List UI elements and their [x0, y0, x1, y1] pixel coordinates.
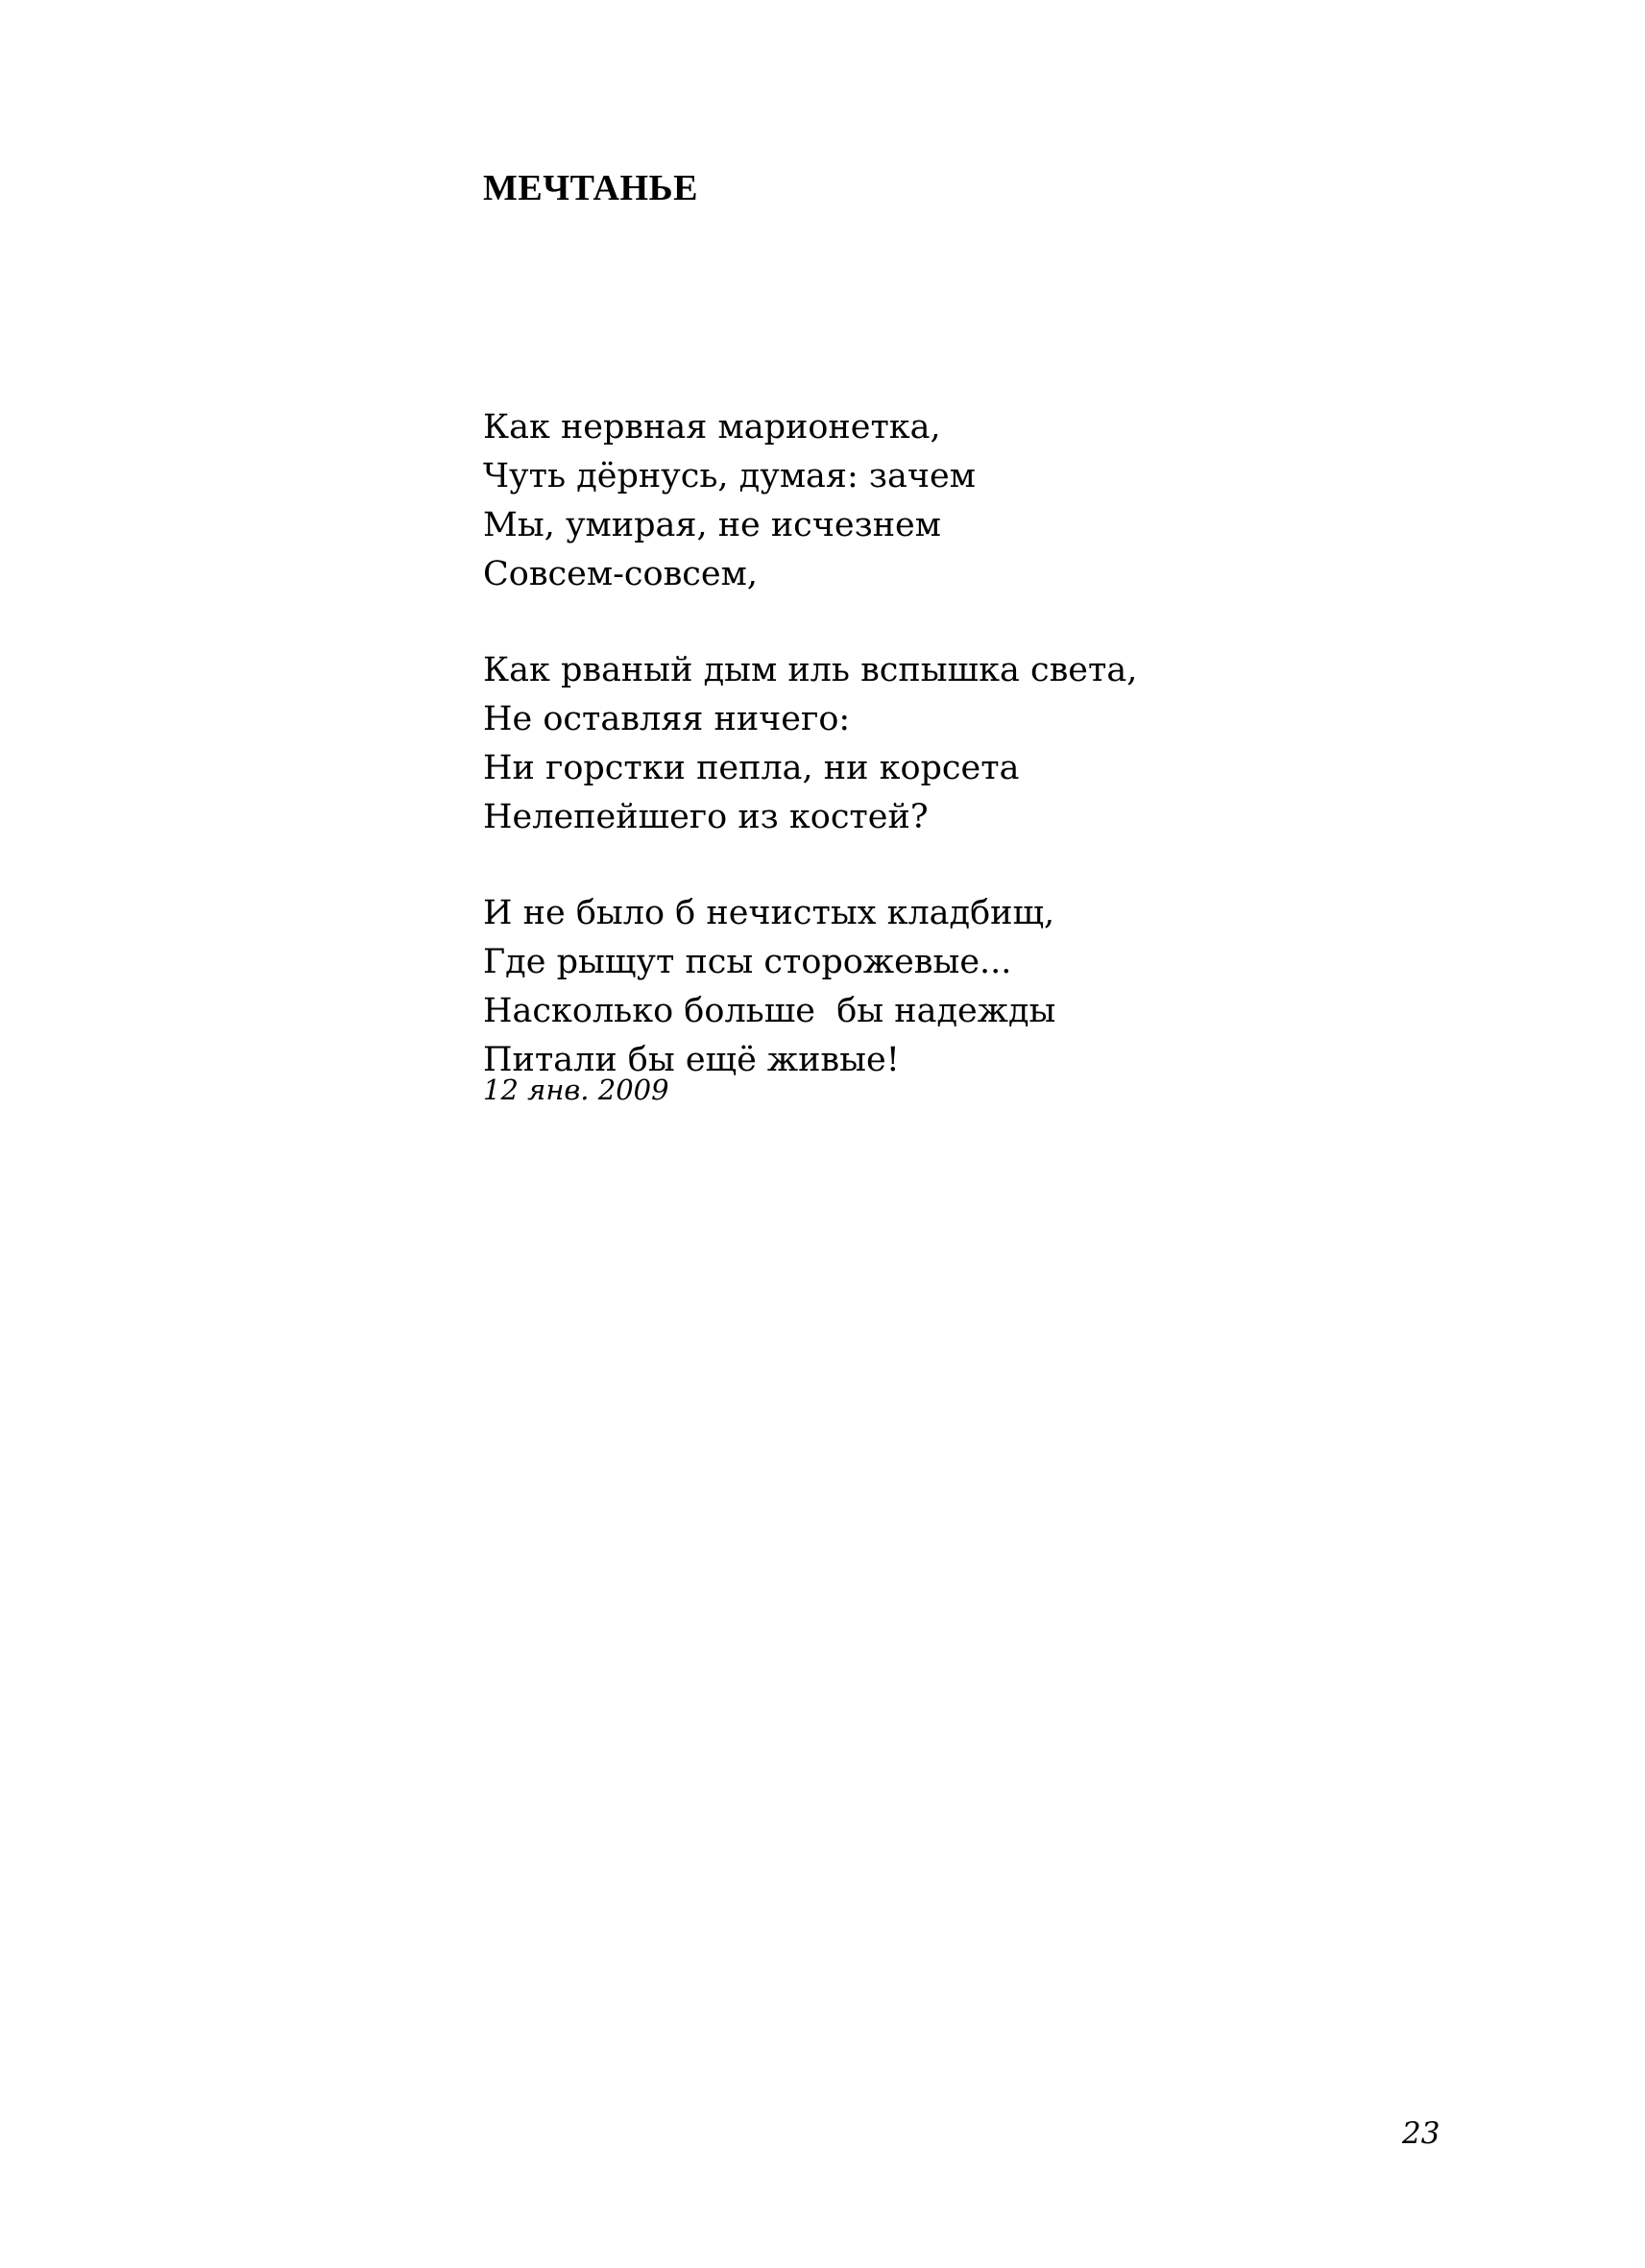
poem-line: Нелепейшего из костей?: [483, 798, 929, 836]
poem-title: МЕЧТАНЬЕ: [483, 168, 699, 208]
poem-line: Не оставляя ничего:: [483, 700, 851, 738]
poem-line: Мы, умирая, не исчезнем: [483, 506, 941, 544]
stanza-2: [483, 646, 1137, 842]
poem-line: Ни горстки пепла, ни корсета: [483, 749, 1020, 787]
poem-line: Чуть дёрнусь, думая: зачем: [483, 457, 976, 495]
poem-line: Как рваный дым иль вспышка света,: [483, 651, 1138, 689]
poem-line: Как нервная марионетка,: [483, 408, 941, 446]
poem-line: Насколько больше бы надежды: [483, 992, 1056, 1030]
page-number: 23: [1402, 2116, 1440, 2151]
poem-line: И не было б нечистых кладбищ,: [483, 894, 1055, 932]
poem-line: Где рыщут псы сторожевые...: [483, 943, 1012, 981]
poem-line: Совсем-совсем,: [483, 555, 758, 593]
stanza-1: [483, 403, 1137, 599]
stanza-3: [483, 889, 1137, 1085]
poem-line: Питали бы ещё живые!: [483, 1041, 900, 1079]
poem-body: [483, 403, 1137, 1132]
poem-date: 12 янв. 2009: [483, 1074, 669, 1106]
